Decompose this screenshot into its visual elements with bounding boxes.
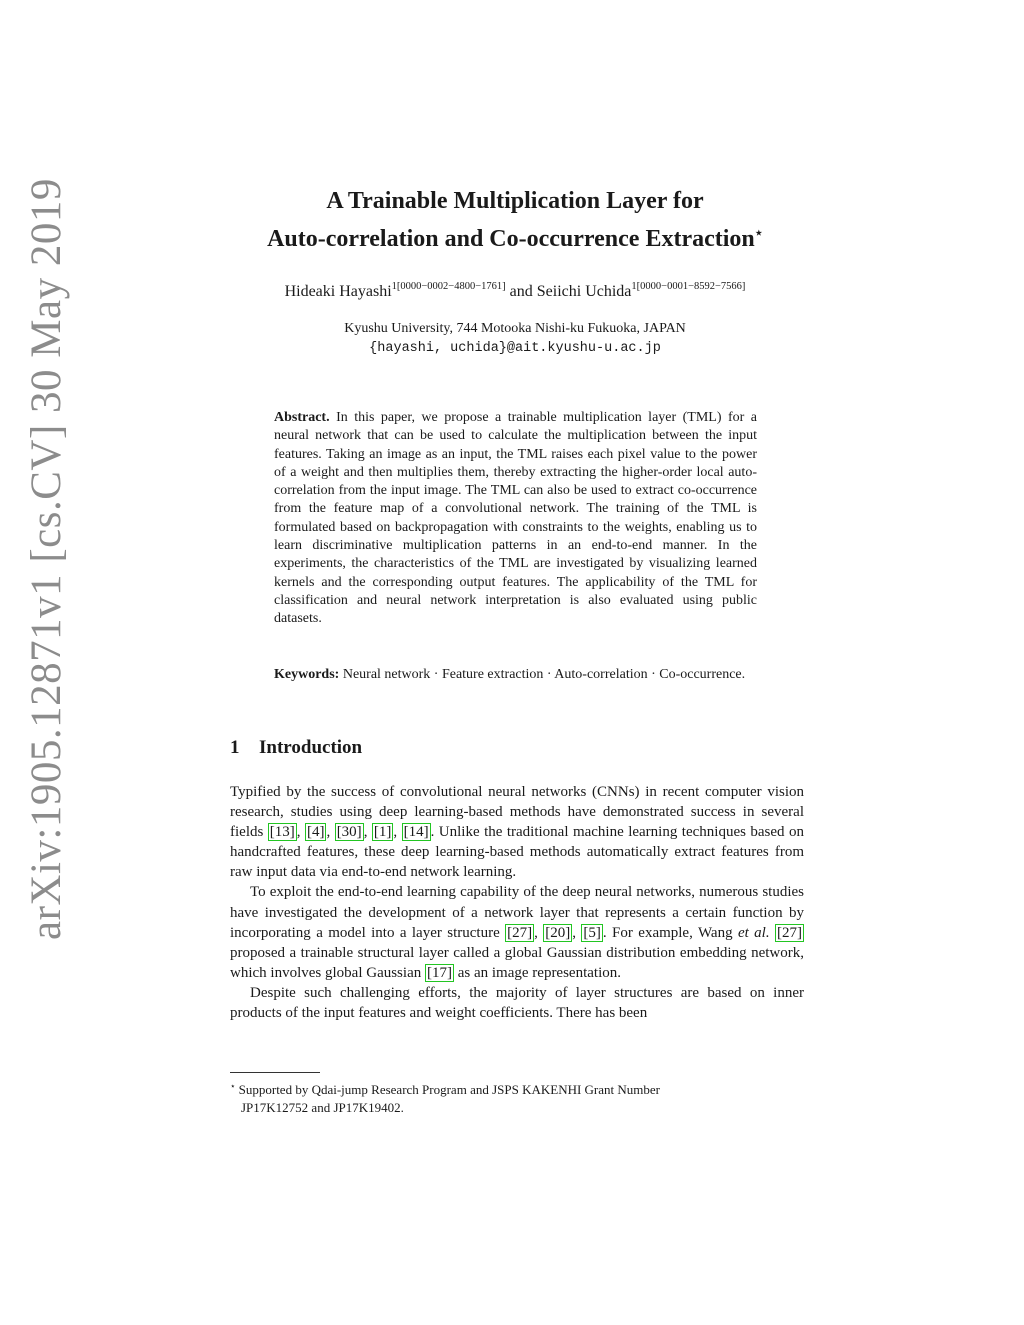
paragraph-2-text-a: To exploit the end-to-end learning capability of the deep neural networks, numerous studies have investigated the development of a network layer that represents a certain function by incorporating a model into a layer structure [230, 884, 804, 941]
keywords-text: Neural network · Feature extraction · Auto-correlation · Co-occurrence. [342, 667, 746, 682]
footnote-text-1: Supported by Qdai-jump Research Program and JSPS KAKENHI Grant Number [238, 1082, 660, 1097]
citation-separator: , [393, 824, 402, 841]
section-heading-introduction [230, 737, 362, 759]
citation-separator: , [534, 924, 544, 941]
paper-title [200, 186, 830, 255]
keywords [274, 666, 757, 684]
affiliation-block [200, 319, 830, 359]
keywords-label: Keywords: [274, 667, 340, 682]
paragraph-3: Despite such challenging efforts, the majority of layer structures are based on inner products of the input features and weight coefficients. There has been [230, 984, 804, 1022]
title-line-2-text: Auto-correlation and Co-occurrence Extraction [267, 226, 755, 252]
citation-link[interactable]: [5] [583, 924, 601, 941]
section-number: 1 [230, 737, 240, 758]
paragraph-2-text-c: proposed a trainable structural layer called a global Gaussian distribution embedding network, which involves global Gaussian [230, 944, 804, 981]
author-1-orcid: 1[0000−0002−4800−1761] [391, 281, 506, 292]
citation-link[interactable]: [1] [373, 824, 392, 841]
paragraph-1-text-a: Typified by the success of convolutional neural networks (CNNs) in recent computer vision research, studies using deep learning-based methods have demonstrated success in several fields [230, 784, 804, 841]
affiliation-address: Kyushu University, 744 Motooka Nishi-ku Fukuoka, JAPAN [344, 321, 686, 336]
footnote-rule [230, 1072, 320, 1073]
citation-link[interactable]: [17] [426, 964, 452, 981]
citation-separator: , [363, 824, 372, 841]
author-separator: and [505, 283, 537, 300]
citation-separator: , [572, 924, 582, 941]
abstract [274, 409, 757, 629]
author-1-name: Hideaki Hayashi [284, 283, 392, 300]
paragraph-1-text-b: . Unlike the traditional machine learning techniques based on handcrafted features, these deep learning-based methods automatically extract features from raw input data via end-to-end network learning. [230, 824, 804, 881]
footnote-mark: ⋆ [230, 1081, 236, 1091]
citation-separator: , [296, 824, 305, 841]
citation-separator: , [326, 824, 335, 841]
arxiv-identifier: arXiv:1905.12871v1 [cs.CV] 30 May 2019 [23, 178, 70, 940]
author-email: {hayashi, uchida}@ait.kyushu-u.ac.jp [369, 341, 661, 356]
title-line-2 [200, 217, 830, 255]
section-title: Introduction [259, 737, 363, 758]
footnote-line-2: JP17K12752 and JP17K19402. [241, 1100, 404, 1115]
footnote-line-1 [230, 1077, 804, 1099]
author-2-name: Seiichi Uchida [536, 283, 632, 300]
citation-link[interactable]: [13] [269, 824, 295, 841]
et-al-italic: et al. [737, 924, 770, 941]
citation-link[interactable]: [30] [336, 824, 362, 841]
citation-link[interactable]: [27] [777, 924, 802, 941]
paragraph-1 [230, 782, 804, 882]
abstract-label: Abstract. [274, 410, 330, 425]
footnote [230, 1077, 804, 1117]
paragraph-2-text-d: as an image representation. [453, 964, 621, 981]
introduction-body [230, 782, 804, 1023]
abstract-text: In this paper, we propose a trainable multiplication layer (TML) for a neural network that can be used to calculate the multiplication between the input features. Taking an image as an input, the TML raises each pixel value to the power of a weight and then multiplies them, thereby extracting the higher-order local auto-correlation from the input image. The TML can also be used to extract co-occurrence from the feature map of a convolutional network. The training of the TML is formulated based on backpropagation with constraints to the weights, enabling us to learn discriminative multiplication patterns in an end-to-end manner. In the experiments, the characteristics of the TML are investigated by visualizing learned kernels and the corresponding output features. The applicability of the TML for classification and neural network interpretation is also evaluated using public datasets. [274, 410, 757, 627]
title-footnote-mark: ⋆ [754, 225, 763, 240]
citation-link[interactable]: [4] [306, 824, 325, 841]
citation-link[interactable]: [14] [403, 824, 429, 841]
author-2-orcid: 1[0000−0001−8592−7566] [631, 281, 746, 292]
citation-link[interactable]: [20] [545, 924, 571, 941]
citation-link[interactable]: [27] [507, 924, 533, 941]
title-line-1: A Trainable Multiplication Layer for [326, 188, 704, 214]
paragraph-2 [230, 882, 804, 982]
author-list [200, 283, 830, 301]
paragraph-2-text-b: . For example, Wang [602, 924, 738, 941]
